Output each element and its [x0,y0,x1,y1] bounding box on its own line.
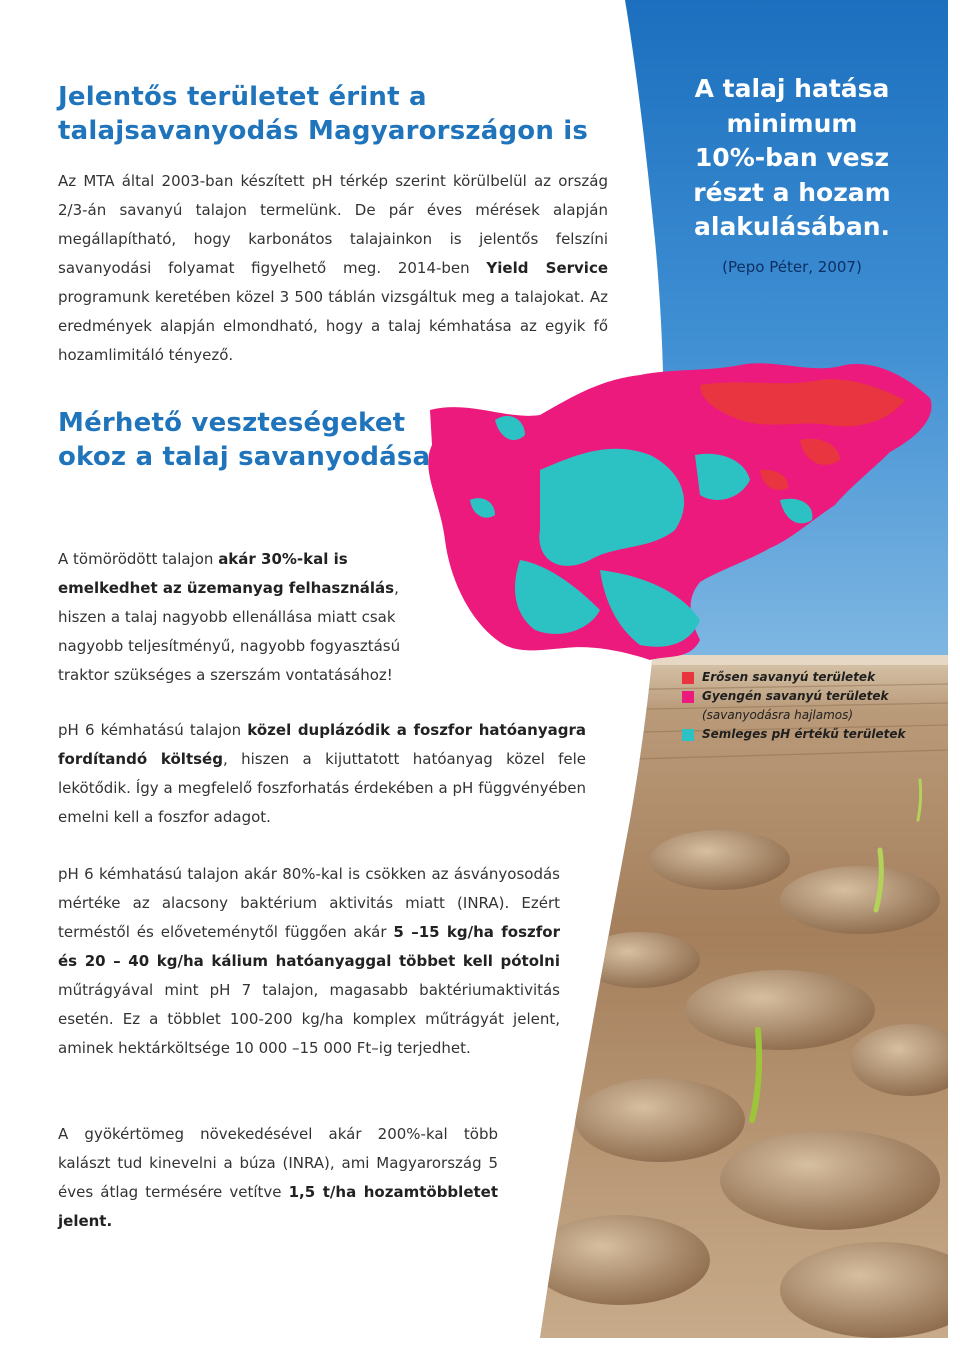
quote-line4: részt a hozam [693,177,891,207]
section2-title [58,406,458,474]
legend-label-neutral: Semleges pH értékű területek [702,727,906,741]
fuel-paragraph [58,545,446,690]
mineralization-paragraph [58,860,560,1063]
legend-label-weakly-acidic: Gyengén savanyú területek [702,689,889,703]
root-mass-text-part1: A gyökértömeg növekedésével akár 200%-kal több kalászt tud kinevelni a búza (INRA), ami Magyarország 5 éves átlag termésére vetítve [58,1125,498,1201]
map-legend [682,668,942,744]
mineralization-text-part2: műtrágyával mint pH 7 talajon, magasabb baktériumaktivitás esetén. Ez a többlet 100-200 kg/ha komplex műtrágyát jelent, aminek hektárköltsége 10 000 –15 000 Ft–ig terjedhet. [58,981,560,1057]
quote-line1: A talaj hatása [694,74,890,103]
section1-text-part2: programunk keretében közel 3 500 táblán vizsgáltuk meg a talajokat. Az eredmények alapján elmondható, hogy a talaj kémhatása az egyik fő hozamlimitáló tényező. [58,288,608,364]
mineralization-bold: 5 –15 kg/ha foszfor és 20 – 40 kg/ha kálium hatóanyaggal többet kell pótolni [58,923,560,970]
section1-title-line2: talajsavanyodás Magyarországon is [58,116,589,146]
legend-item-strongly-acidic [682,668,942,687]
quote-line2: minimum [726,108,858,138]
section2-title-line2: okoz a talaj savanyodása [58,442,431,472]
fuel-text-part1: A tömörödött talajon [58,550,219,568]
red-swatch-icon [682,672,694,684]
root-mass-bold: 1,5 t/ha hozamtöbbletet jelent. [58,1183,499,1230]
legend-item-weakly-acidic [682,687,942,706]
fuel-text-part2: , hiszen a talaj nagyobb ellenállása miatt csak nagyobb teljesítményű, nagyobb fogyasztású traktor szükséges a szerszám vontatásához! [58,579,401,684]
yield-service-bold: Yield Service [486,259,609,277]
legend-label-strongly-acidic: Erősen savanyú területek [702,670,876,684]
section2-title-line1: Mérhető veszteségeket [58,408,406,438]
fuel-bold: akár 30%-kal is emelkedhet az üzemanyag felhasználás [58,550,395,597]
section1-text-part1: Az MTA által 2003-ban készített pH térkép szerint körülbelül az ország 2/3-án savanyú talajon termelünk. De pár éves mérések alapján megállapítható, hogy karbonátos talajainkon is jelentős felszíni savanyodási folyamat figyelhető meg. 2014-ben [58,172,608,277]
quote-box [672,72,912,245]
phosphorus-paragraph [58,716,586,832]
phosphorus-text-part2: , hiszen a kijuttatott hatóanyag közel fele lekötődik. Így a megfelelő foszforhatás érdekében a pH függvényében emelni kell a foszfor adagot. [58,750,586,826]
section1-title [58,80,618,148]
legend-sublabel-weakly-acidic: (savanyodásra hajlamos) [702,708,854,722]
mineralization-text-part1: pH 6 kémhatású talajon akár 80%-kal is csökken az ásványosodás mértéke az alacsony baktérium aktivitás miatt (INRA). Ezért terméstől és előveteménytől függően akár [58,865,560,941]
legend-item-neutral [682,725,942,744]
phosphorus-bold: közel duplázódik a foszfor hatóanyagra fordítandó költség [58,721,586,768]
quote-line5: alakulásában. [694,212,890,241]
section1-paragraph [58,167,608,370]
quote-line3: 10%-ban vesz [694,143,890,172]
section1-title-line1: Jelentős területet érint a [58,82,427,112]
phosphorus-text-part1: pH 6 kémhatású talajon [58,721,248,739]
magenta-swatch-icon [682,691,694,703]
quote-citation: (Pepo Péter, 2007) [722,258,862,276]
cyan-swatch-icon [682,729,694,741]
root-mass-paragraph [58,1120,498,1236]
